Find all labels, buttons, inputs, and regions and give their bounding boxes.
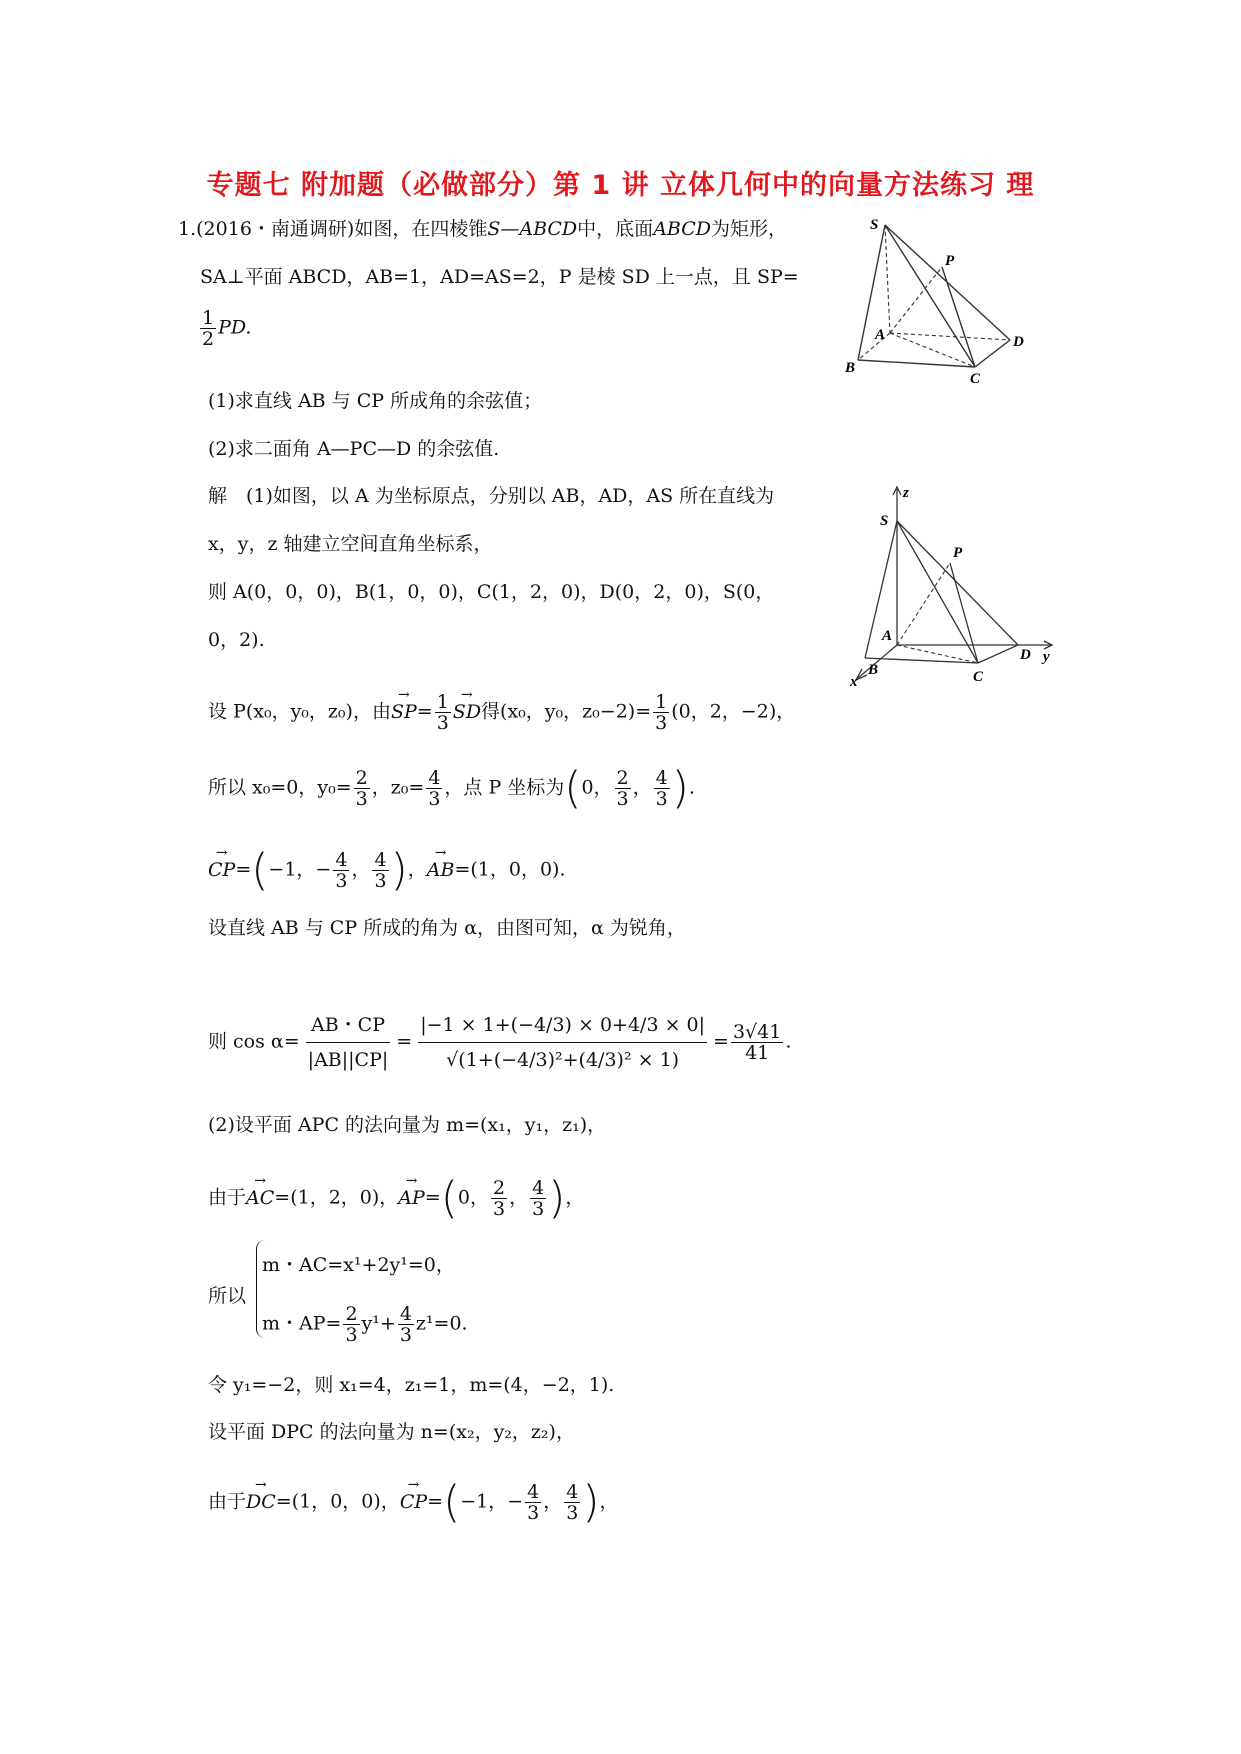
fig1-label-C: C bbox=[970, 371, 981, 385]
solution-line-3: 则 A(0，0，0)，B(1，0，0)，C(1，2，0)，D(0，2，0)，S(0， bbox=[208, 581, 775, 603]
solution-line-2: x，y，z 轴建立空间直角坐标系， bbox=[208, 533, 493, 555]
solution-line-1: 解 (1)如图，以 A 为坐标原点，分别以 AB，AD，AS 所在直线为 bbox=[208, 485, 775, 507]
fig2-label-P: P bbox=[953, 545, 963, 561]
system-row-1: m・AC=x¹+2y¹=0， bbox=[262, 1254, 455, 1276]
fig1-label-D: D bbox=[1013, 334, 1024, 350]
solution-line-13: 令 y₁=−2，则 x₁=4，z₁=1，m=(4，−2，1). bbox=[208, 1374, 615, 1396]
solution-line-15: 由于→ DC=(1，0，0)，→ CP=(−1，− $\frac{4}{3}$ ， $\frac{4}{3}$ )， bbox=[208, 1482, 619, 1523]
solution-line-11: 由于→ AC=(1，2，0)，→ AP=(0， $\frac{2}{3}$ ， $\frac{4}{3}$ )， bbox=[208, 1178, 584, 1219]
solution-line-10: (2)设平面 APC 的法向量为 m=(x₁，y₁，z₁)， bbox=[208, 1114, 607, 1136]
system-label: 所以 bbox=[208, 1285, 247, 1307]
fig2-label-x: x bbox=[850, 674, 858, 688]
cos-formula: 则 cos α= $\frac{AB・CP}{|AB||CP|}$ = $\frac{|-1 \times 1+(-4/3) \times 0+4/3 \times 0|}{\text{√(1+(−4/3)²+(4/3)² × 1)}}$ = $\frac{3√41}{41}$ . bbox=[208, 1008, 791, 1077]
coordinate-figure bbox=[840, 483, 1060, 688]
fig1-label-A: A bbox=[875, 327, 886, 343]
page-title: 专题七 附加题（必做部分）第 1 讲 立体几何中的向量方法练习 理 bbox=[206, 170, 1035, 201]
question-1: (1)求直线 AB 与 CP 所成角的余弦值； bbox=[208, 390, 543, 412]
solution-line-7: → CP=(−1，− $\frac{4}{3}$ ， $\frac{4}{3}$ )，→ AB=(1，0，0). bbox=[208, 850, 566, 891]
fig1-label-P: P bbox=[945, 253, 955, 269]
solution-line-6: 所以 x₀=0，y₀= $\frac{2}{3}$ ，z₀= $\frac{4}{3}$ ，点 P 坐标为(0， $\frac{2}{3}$ ， $\frac{4}{3}$ ). bbox=[208, 762, 695, 814]
fig2-label-S: S bbox=[880, 513, 889, 529]
fig1-label-S: S bbox=[870, 217, 879, 233]
fig2-label-y: y bbox=[1043, 649, 1050, 665]
problem-line-1: 1.(2016・南通调研)如图，在四棱锥S—ABCD中，底面ABCD为矩形， bbox=[178, 218, 788, 240]
question-2: (2)求二面角 A—PC—D 的余弦值. bbox=[208, 438, 500, 460]
fig2-label-C: C bbox=[973, 669, 984, 685]
solution-line-4: 0，2). bbox=[208, 629, 265, 651]
solution-line-5: 设 P(x₀，y₀，z₀)，由→ SP= $\frac{1}{3}$ → SD得(x₀，y₀，z₀−2)= $\frac{1}{3}$ (0，2，−2)， bbox=[208, 692, 795, 733]
fig2-label-B: B bbox=[868, 662, 879, 678]
solution-line-14: 设平面 DPC 的法向量为 n=(x₂，y₂，z₂)， bbox=[208, 1421, 575, 1443]
fig2-label-z: z bbox=[903, 485, 909, 501]
fig1-label-B: B bbox=[845, 360, 856, 376]
fig2-label-A: A bbox=[882, 628, 893, 644]
problem-line-3: $\frac{1}{2}$ PD. bbox=[202, 307, 252, 350]
solution-line-8: 设直线 AB 与 CP 所成的角为 α，由图可知，α 为锐角， bbox=[208, 917, 686, 939]
system-row-2: m・AP= $\frac{2}{3}$ y¹+ $\frac{4}{3}$ z¹=0. bbox=[262, 1303, 468, 1346]
fig2-label-D: D bbox=[1020, 647, 1031, 663]
problem-line-2: SA⊥平面 ABCD，AB=1，AD=AS=2，P 是棱 SD 上一点，且 SP= bbox=[200, 266, 799, 288]
pyramid-figure bbox=[845, 215, 1045, 385]
